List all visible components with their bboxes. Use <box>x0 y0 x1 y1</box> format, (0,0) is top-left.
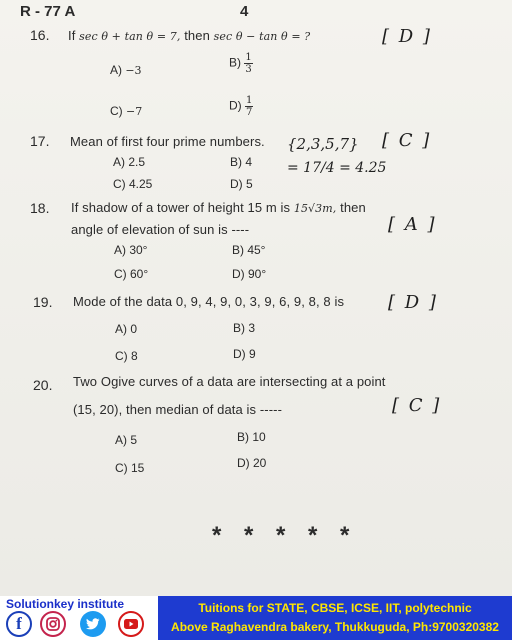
option-d: D) 20 <box>237 456 267 470</box>
handwritten-answer: [ D ] <box>388 292 438 313</box>
option-c: C) 15 <box>115 461 145 475</box>
tuition-advertisement <box>158 596 512 640</box>
option-a: A) 0 <box>115 322 138 336</box>
option-b: B) 45° <box>232 243 266 257</box>
handwritten-answer: [ A ] <box>388 214 437 235</box>
question-prefix: If <box>68 28 76 43</box>
handwritten-answer: [ C ] <box>382 130 432 151</box>
question-text: Two Ogive curves of a data are intersecting at a point <box>73 374 386 389</box>
question-text: If shadow of a tower of height 15 m is 15√3m, then <box>71 200 366 215</box>
twitter-icon[interactable] <box>80 611 106 637</box>
option-d: D) 9 <box>233 347 256 361</box>
youtube-play-glyph <box>124 619 138 629</box>
ad-line-2: Above Raghavendra bakery, Thukkuguda, Ph:9700320382 <box>171 620 499 634</box>
ad-line-1: Tuitions for STATE, CBSE, ICSE, IIT, polytechnic <box>198 601 472 615</box>
option-a: A) 30° <box>114 243 148 257</box>
handwritten-answer: [ C ] <box>392 395 442 416</box>
option-c: C) −7 <box>110 104 143 118</box>
tower-shadow-expression: 15√3m, <box>293 202 337 215</box>
handwritten-work: = 17/4 = 4.25 <box>287 160 387 176</box>
question-number: 16. <box>30 27 50 43</box>
find-expression: sec θ − tan θ = ? <box>213 30 311 43</box>
facebook-icon[interactable]: f <box>6 611 32 637</box>
question-text: Mean of first four prime numbers. <box>70 134 265 149</box>
fraction: $\frac{1}{7}$ <box>246 95 253 118</box>
promo-footer <box>0 596 512 640</box>
option-d: D) 90° <box>232 267 267 281</box>
option-a: A) 2.5 <box>113 155 146 169</box>
handwritten-work: {2,3,5,7} <box>287 135 359 153</box>
end-of-paper-marker: * * * * * <box>212 522 358 549</box>
question-connector: then <box>184 28 210 43</box>
question-text <box>68 28 310 43</box>
question-number: 19. <box>33 294 53 310</box>
question-text: Mode of the data 0, 9, 4, 9, 0, 3, 9, 6, 9, 8, 8 is <box>73 294 345 309</box>
youtube-icon[interactable] <box>118 611 144 637</box>
paper-code: R - 77 A <box>20 3 76 20</box>
handwritten-answer: [ D ] <box>382 26 432 47</box>
option-c: C) 60° <box>114 267 149 281</box>
brand-name: Solutionkey institute <box>6 597 125 611</box>
fraction: $\frac{1}{3}$ <box>245 52 252 75</box>
instagram-icon[interactable] <box>40 611 66 637</box>
brand-panel <box>0 596 158 640</box>
option-c: C) 8 <box>115 349 138 363</box>
twitter-bird-glyph <box>86 618 100 630</box>
option-b: B) $\frac{1}{3}$ <box>229 52 252 75</box>
option-a: A) 5 <box>115 433 138 447</box>
option-d: D) 5 <box>230 177 253 191</box>
option-b: B) 10 <box>237 430 266 444</box>
instagram-glyph <box>46 617 60 631</box>
given-expression: sec θ + tan θ = 7, <box>79 30 181 43</box>
question-text-line2: angle of elevation of sun is ---- <box>71 222 250 237</box>
question-number: 20. <box>33 377 53 393</box>
page-number: 4 <box>240 3 249 20</box>
option-c: C) 4.25 <box>113 177 153 191</box>
option-d: D) $\frac{1}{7}$ <box>229 95 253 118</box>
option-a: A) −3 <box>110 63 142 77</box>
question-number: 18. <box>30 200 50 216</box>
question-number: 17. <box>30 133 50 149</box>
option-b: B) 4 <box>230 155 253 169</box>
option-b: B) 3 <box>233 321 256 335</box>
question-text-line2: (15, 20), then median of data is ----- <box>73 402 283 417</box>
